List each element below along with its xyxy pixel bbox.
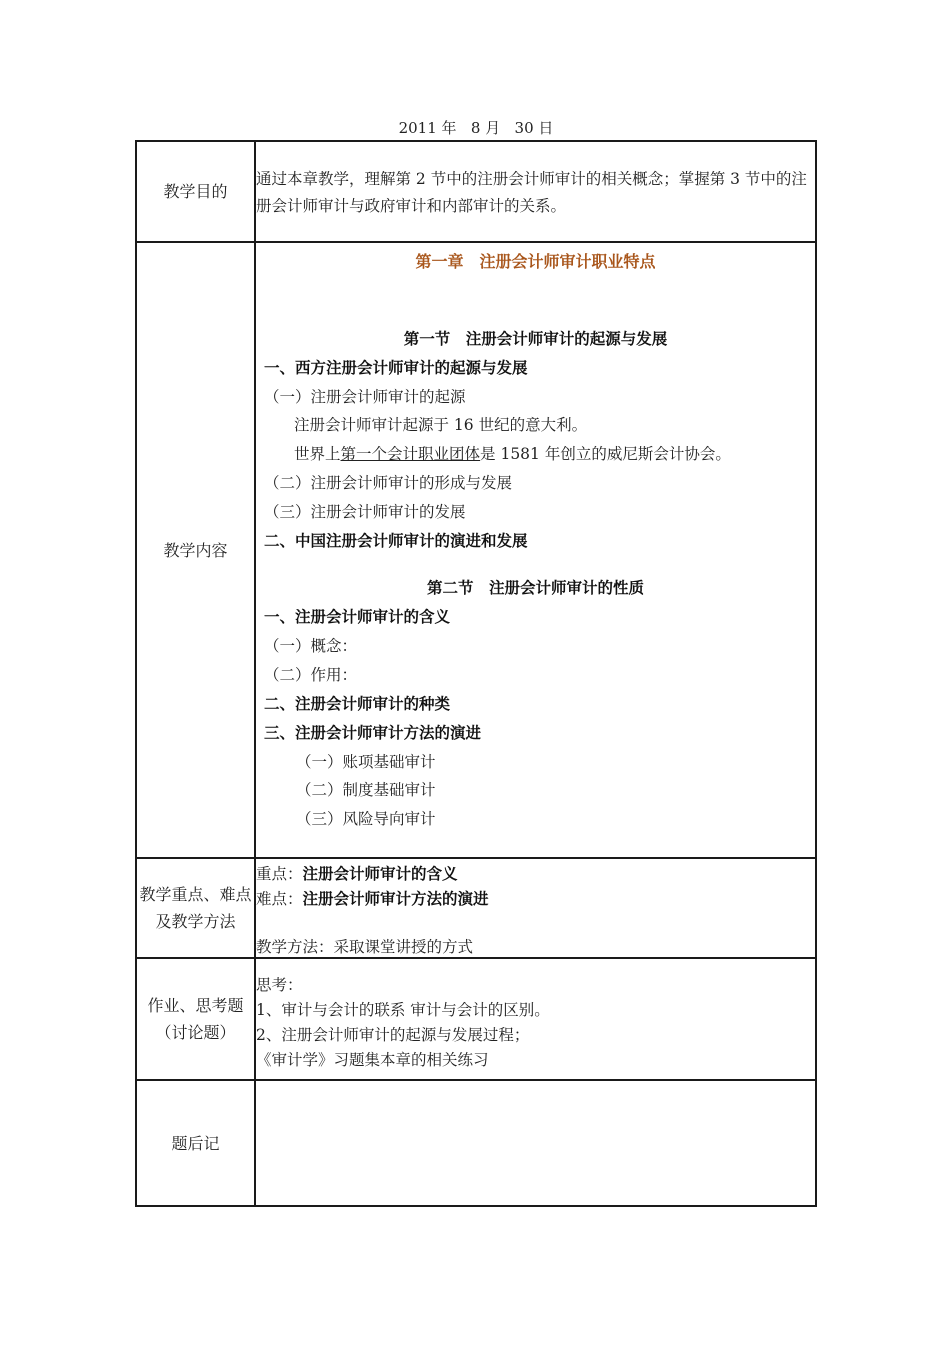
- s1-heading-1: 一、西方注册会计师审计的起源与发展: [264, 358, 528, 377]
- label-homework: 作业、思考题（讨论题）: [136, 958, 255, 1080]
- difficulty-label: 难点：: [256, 890, 303, 908]
- date-year-unit: 年: [441, 119, 457, 137]
- difficulty-text: 注册会计师审计方法的演进: [302, 889, 489, 908]
- s1-sub-origin: （一）注册会计师审计的起源: [264, 388, 466, 406]
- focus-text: 注册会计师审计的含义: [302, 864, 458, 883]
- lesson-plan-table: [135, 140, 817, 1207]
- s2-method-3: （三）风险导向审计: [296, 810, 436, 828]
- teaching-content-cell: [255, 242, 816, 858]
- homework-line-3: 2、注册会计师审计的起源与发展过程；: [256, 1026, 530, 1044]
- s2-sub-role: （二）作用：: [264, 666, 358, 684]
- homework-line-2: 1、审计与会计的联系 审计与会计的区别。: [256, 1001, 550, 1019]
- afterword-cell: [255, 1080, 816, 1206]
- row-afterword: [136, 1080, 816, 1206]
- s1-sub-formation: （二）注册会计师审计的形成与发展: [264, 474, 513, 492]
- s1-heading-2: 二、中国注册会计师审计的演进和发展: [264, 531, 528, 550]
- section1-title: 第一节 注册会计师审计的起源与发展: [403, 329, 668, 348]
- section2-title: 第二节 注册会计师审计的性质: [426, 578, 644, 597]
- row-homework: [136, 958, 816, 1080]
- date-line: [0, 117, 952, 138]
- date-month: 8: [470, 119, 481, 137]
- s1-sub-development: （三）注册会计师审计的发展: [264, 503, 466, 521]
- date-day-unit: 日: [538, 119, 554, 137]
- row-teaching-content: [136, 242, 816, 858]
- s2-heading-2: 二、注册会计师审计的种类: [264, 694, 451, 713]
- date-month-unit: 月: [485, 119, 501, 137]
- s1-line-venice-underlined: 第一个会计职业团体: [340, 445, 481, 463]
- date-day: 30: [514, 119, 534, 137]
- s1-line-venice: [264, 442, 807, 464]
- s2-method-2: （二）制度基础审计: [296, 781, 436, 799]
- teaching-method: 教学方法：采取课堂讲授的方式: [256, 938, 474, 956]
- row-key-points: [136, 858, 816, 958]
- label-teaching-content: 教学内容: [136, 242, 255, 858]
- chapter-title: 第一章 注册会计师审计职业特点: [415, 252, 656, 271]
- homework-line-4: 《审计学》习题集本章的相关练习: [256, 1051, 489, 1069]
- date-year: 2011: [398, 119, 437, 137]
- row-teaching-goal: [136, 141, 816, 242]
- label-afterword: 题后记: [136, 1080, 255, 1206]
- s2-sub-concept: （一）概念：: [264, 637, 358, 655]
- s2-heading-1: 一、注册会计师审计的含义: [264, 607, 451, 626]
- key-points-cell: [255, 858, 816, 958]
- label-teaching-goal: 教学目的: [136, 141, 255, 242]
- teaching-goal-text: 通过本章教学，理解第 2 节中的注册会计师审计的相关概念；掌握第 3 节中的注册会计师审计与政府审计和内部审计的关系。: [255, 141, 816, 242]
- s2-heading-3: 三、注册会计师审计方法的演进: [264, 723, 482, 742]
- difficulty-line: [256, 887, 815, 909]
- homework-line-1: 思考：: [256, 976, 303, 994]
- s2-method-1: （一）账项基础审计: [296, 753, 436, 771]
- s1-line-venice-post: 是 1581 年创立的威尼斯会计协会。: [480, 445, 731, 463]
- focus-label: 重点：: [256, 865, 303, 883]
- focus-line: [256, 862, 815, 884]
- label-key-points: 教学重点、难点及教学方法: [136, 858, 255, 958]
- s1-line-italy: 注册会计师审计起源于 16 世纪的意大利。: [294, 416, 588, 434]
- s1-line-venice-pre: 世界上: [294, 445, 341, 463]
- homework-cell: [255, 958, 816, 1080]
